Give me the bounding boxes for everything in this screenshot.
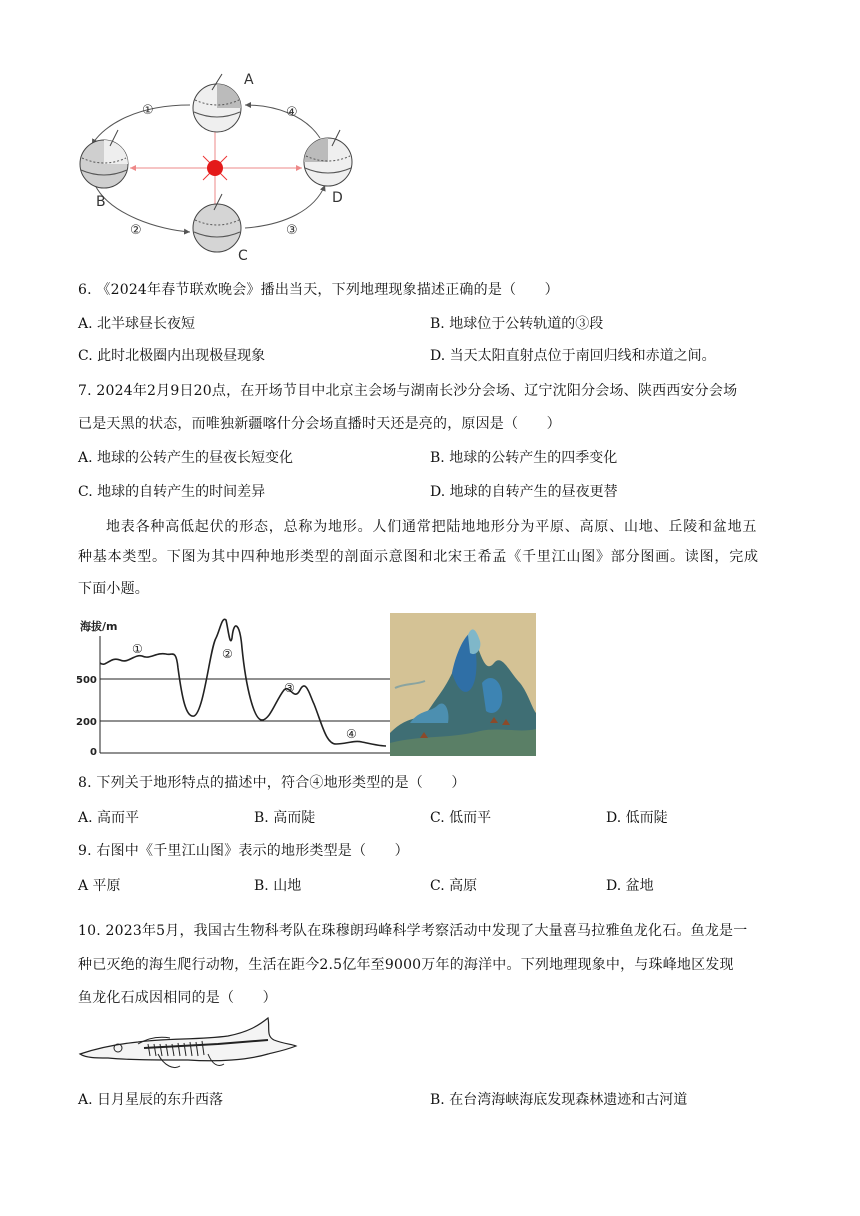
marker-4: ④ xyxy=(346,727,357,741)
q9-option-a[interactable]: A 平原 xyxy=(78,878,121,894)
passage-line2: 种基本类型。下图为其中四种地形类型的剖面示意图和北宋王希孟《千里江山图》部分图画。读图，完成 xyxy=(78,549,759,565)
q8-option-b[interactable]: B. 高而陡 xyxy=(254,810,316,826)
tick-0: 0 xyxy=(90,747,97,758)
label-A: A xyxy=(244,72,254,88)
q6-option-a[interactable]: A. 北半球昼长夜短 xyxy=(78,316,196,332)
q7-option-c[interactable]: C. 地球的自转产生的时间差异 xyxy=(78,484,266,500)
q8-stem: 8. 下列关于地形特点的描述中，符合④地形类型的是（ ） xyxy=(78,775,466,791)
q7-option-b[interactable]: B. 地球的公转产生的四季变化 xyxy=(430,450,618,466)
earth-D-icon xyxy=(304,130,352,186)
segment-2: ② xyxy=(130,223,142,238)
q6-stem: 6. 《2024年春节联欢晚会》播出当天，下列地理现象描述正确的是（ ） xyxy=(78,282,559,298)
segment-1: ① xyxy=(142,103,154,118)
q10-stem-line1: 10. 2023年5月，我国古生物科考队在珠穆朗玛峰科学考察活动中发现了大量喜马拉雅鱼龙化石。鱼龙是一 xyxy=(78,923,748,939)
terrain-profile-diagram xyxy=(76,608,390,758)
marker-3: ③ xyxy=(284,681,295,695)
ichthyosaur-fossil-image xyxy=(78,1014,298,1074)
earth-C-icon xyxy=(193,194,241,252)
q10-stem-line2: 种已灭绝的海生爬行动物，生活在距今2.5亿年至9000万年的海洋中。下列地理现象中，与珠峰地区发现 xyxy=(78,957,734,973)
landscape-painting-image xyxy=(390,613,536,756)
q8-option-d[interactable]: D. 低而陡 xyxy=(606,810,668,826)
marker-2: ② xyxy=(222,647,233,661)
tick-500: 500 xyxy=(76,675,97,686)
profile-ylabel: 海拔/m xyxy=(80,620,118,633)
label-D: D xyxy=(332,190,343,206)
passage-line3: 下面小题。 xyxy=(78,581,149,597)
q6-option-d[interactable]: D. 当天太阳直射点位于南回归线和赤道之间。 xyxy=(430,348,716,364)
earth-A-icon xyxy=(193,74,241,132)
marker-1: ① xyxy=(132,642,143,656)
q8-option-a[interactable]: A. 高而平 xyxy=(78,810,140,826)
q9-option-d[interactable]: D. 盆地 xyxy=(606,878,654,894)
segment-3: ③ xyxy=(286,223,298,238)
q10-option-a[interactable]: A. 日月星辰的东升西落 xyxy=(78,1092,224,1108)
q7-option-d[interactable]: D. 地球的自转产生的昼夜更替 xyxy=(430,484,618,500)
q6-option-b[interactable]: B. 地球位于公转轨道的③段 xyxy=(430,316,604,332)
q9-option-b[interactable]: B. 山地 xyxy=(254,878,302,894)
segment-4: ④ xyxy=(286,105,298,120)
passage-line1: 地表各种高低起伏的形态，总称为地形。人们通常把陆地地形分为平原、高原、山地、丘陵和盆地五 xyxy=(106,519,758,535)
earth-B-icon xyxy=(80,130,128,188)
q7-option-a[interactable]: A. 地球的公转产生的昼夜长短变化 xyxy=(78,450,294,466)
earth-orbit-diagram xyxy=(70,60,370,270)
q10-stem-line3: 鱼龙化石成因相同的是（ ） xyxy=(78,990,277,1006)
q8-option-c[interactable]: C. 低而平 xyxy=(430,810,492,826)
q7-stem-line1: 7. 2024年2月9日20点，在开场节目中北京主会场与湖南长沙分会场、辽宁沈阳分会场、陕西西安分会场 xyxy=(78,383,738,399)
q10-option-b[interactable]: B. 在台湾海峡海底发现森林遗迹和古河道 xyxy=(430,1092,688,1108)
q9-stem: 9. 右图中《千里江山图》表示的地形类型是（ ） xyxy=(78,843,409,859)
q6-option-c[interactable]: C. 此时北极圈内出现极昼现象 xyxy=(78,348,266,364)
label-B: B xyxy=(96,194,106,210)
tick-200: 200 xyxy=(76,717,97,728)
label-C: C xyxy=(238,248,248,264)
q7-stem-line2: 已是天黑的状态，而唯独新疆喀什分会场直播时天还是亮的，原因是（ ） xyxy=(78,416,561,432)
q9-option-c[interactable]: C. 高原 xyxy=(430,878,478,894)
